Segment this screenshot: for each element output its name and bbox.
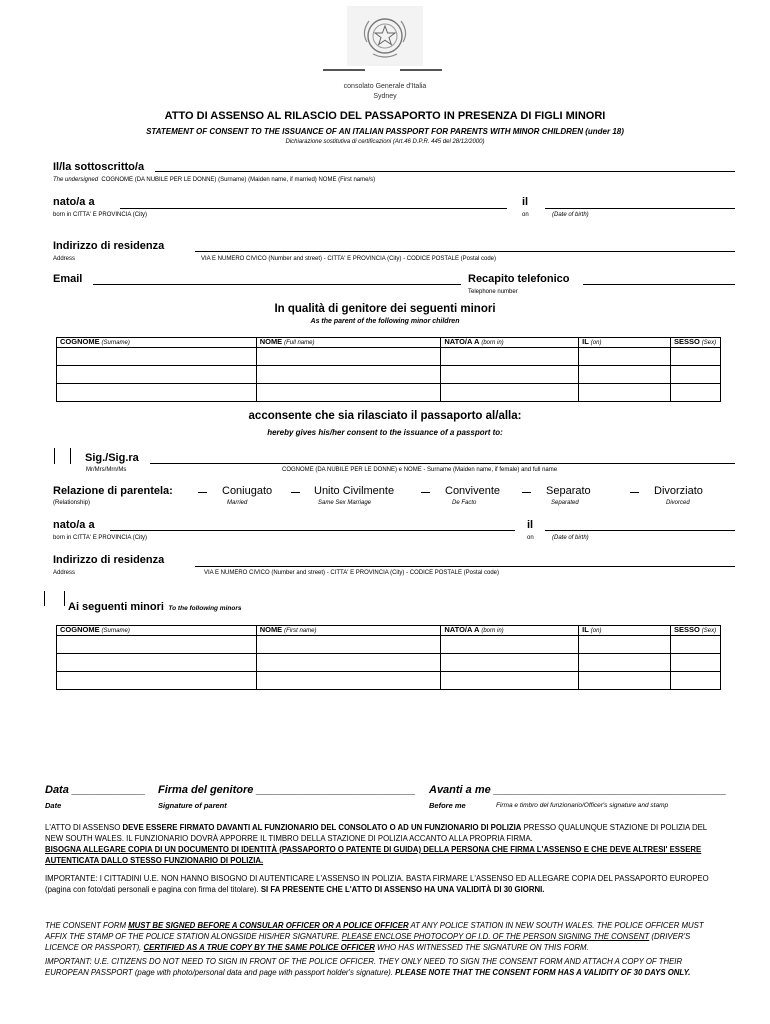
recipient-on-hint: on [527, 535, 534, 541]
col-surname-it: COGNOME [60, 337, 100, 346]
option-separato-en: Separated [551, 500, 579, 506]
note-emphasis: CERTIFIED AS A TRUE COPY BY THE SAME POLICE OFFICER [143, 943, 375, 952]
note-emphasis: SI FA PRESENTE CHE L'ATTO DI ASSENSO HA UNA VALIDITÀ DI 30 GIORNI. [260, 885, 545, 894]
col-on-it: IL [582, 337, 589, 346]
minors-subtitle: To the following minors [168, 605, 242, 612]
table-cell[interactable] [579, 654, 671, 672]
col-sex-en: (Sex) [701, 628, 717, 634]
table-row [57, 366, 721, 384]
minors-table [56, 625, 721, 690]
signature-date-en: Date [45, 801, 62, 810]
consent-subtitle: hereby gives his/her consent to the issuance of a passport to: [267, 428, 503, 437]
col-name [256, 338, 441, 348]
note-italian-2 [45, 873, 725, 895]
table-cell[interactable] [579, 636, 671, 654]
col-on [579, 626, 671, 636]
phone-label: Recapito telefonico [468, 273, 570, 285]
col-sex-it: SESSO [674, 625, 700, 634]
table-cell[interactable] [256, 636, 441, 654]
form-subtitle: STATEMENT OF CONSENT TO THE ISSUANCE OF AN ITALIAN PASSPORT FOR PARENTS WITH MINOR CHILDREN (under 18) [146, 127, 624, 136]
table-cell[interactable] [671, 672, 721, 690]
undersigned-field[interactable] [155, 171, 735, 172]
relation-hint: (Relationship) [53, 500, 91, 506]
minors-heading [68, 597, 241, 615]
option-convivente-en: De Facto [452, 500, 477, 506]
option-coniugato-en: Married [227, 500, 248, 506]
undersigned-hint-prefix: The undersigned [53, 177, 99, 183]
header-rule-right [400, 69, 442, 71]
col-surname-en: (Surname) [101, 628, 130, 634]
col-on-en: (on) [590, 340, 602, 346]
emblem-box [347, 6, 423, 66]
parent-dob-hint: (Date of birth) [552, 212, 589, 218]
children-section-title: In qualità di genitore dei seguenti minori [274, 303, 496, 315]
phone-hint: Telephone number [468, 289, 518, 295]
col-name-it: NOME [259, 625, 283, 634]
col-name [256, 626, 441, 636]
col-name-en: (Full name) [284, 340, 315, 346]
table-row [57, 384, 721, 402]
note-italian-1 [45, 822, 725, 866]
col-born-en: (born in) [481, 340, 504, 346]
recipient-dob-hint: (Date of birth) [552, 535, 589, 541]
col-sex [671, 338, 721, 348]
table-header-row [57, 338, 721, 348]
consulate-city: Sydney [373, 93, 397, 100]
table-row [57, 672, 721, 690]
note-text: IMPORTANT: U.E. CITIZENS DO NOT NEED TO SIGN IN FRONT OF THE POLICE OFFICER. THEY ONLY NEED TO SIGN THE CONSENT FORM AND ATTACH A COPY OF THEIR EUROPEAN PASSPORT (page with photo/personal data and page with passport holder's signature). [45, 957, 683, 977]
note-text: AT ANY POLICE STATION IN NEW SOUTH WALES. THE POLICE OFFICER MUST AFFIX THE STAMP OF THE POLICE STATION ALONGSIDE HIS/HER SIGNATURE. [45, 921, 704, 941]
undersigned-hint-text: COGNOME (DA NUBILE PER LE DONNE) (Surname) (Maiden name, if married) NOME (First name/s) [101, 177, 376, 183]
checkbox-unito-civilmente[interactable] [291, 492, 300, 493]
option-separato: Separato [546, 485, 591, 497]
col-surname [57, 626, 257, 636]
undersigned-hint [53, 177, 375, 183]
children-table [56, 337, 721, 402]
option-divorziato: Divorziato [654, 485, 703, 497]
table-cell[interactable] [579, 672, 671, 690]
note-text: (DRIVER'S LICENCE OR PASSPORT), [45, 932, 691, 952]
table-cell[interactable] [579, 384, 671, 402]
email-field[interactable] [93, 284, 461, 285]
form-title: ATTO DI ASSENSO AL RILASCIO DEL PASSAPORTO IN PRESENZA DI FIGLI MINORI [164, 110, 606, 122]
phone-field[interactable] [583, 284, 735, 285]
note-emphasis: PLEASE ENCLOSE PHOTOCOPY OF I.D. OF THE PERSON SIGNING THE CONSENT [341, 932, 650, 941]
parent-address-hint-en: Address [53, 256, 76, 262]
checkbox-convivente[interactable] [421, 492, 430, 493]
recipient-address-label: Indirizzo di residenza [53, 554, 165, 566]
children-section-subtitle: As the parent of the following minor children [310, 318, 460, 325]
option-divorziato-en: Divorced [666, 500, 690, 506]
recipient-dob-field[interactable] [545, 530, 735, 531]
table-cell[interactable] [256, 384, 441, 402]
col-surname-it: COGNOME [60, 625, 100, 634]
table-cell[interactable] [57, 366, 257, 384]
option-unito-civilmente: Unito Civilmente [314, 485, 395, 497]
parent-address-label: Indirizzo di residenza [53, 240, 165, 252]
note-english-2 [45, 956, 725, 978]
table-cell[interactable] [57, 654, 257, 672]
table-cell[interactable] [441, 384, 579, 402]
recipient-sig-label: Sig./Sig.ra [85, 452, 139, 464]
parent-address-field[interactable] [195, 251, 735, 252]
recipient-born-label: nato/a a [53, 519, 95, 531]
table-cell[interactable] [579, 348, 671, 366]
table-cell[interactable] [671, 366, 721, 384]
recipient-address-field[interactable] [195, 566, 735, 567]
table-cell[interactable] [256, 672, 441, 690]
signature-parent-en: Signature of parent [158, 801, 227, 810]
col-on [579, 338, 671, 348]
parent-on-hint: on [522, 212, 529, 218]
consent-title: acconsente che sia rilasciato il passaporto al/alla: [248, 410, 522, 422]
option-coniugato: Coniugato [222, 485, 273, 497]
parent-born-label: nato/a a [53, 196, 95, 208]
relation-label: Relazione di parentela: [53, 485, 173, 497]
signature-date-label: Data ____________ [45, 784, 146, 796]
recipient-sig-hint: COGNOME (DA NUBILE PER LE DONNE) e NOME - Surname (Maiden name, if female) and full name [282, 467, 558, 473]
table-cell[interactable] [256, 366, 441, 384]
checkbox-coniugato[interactable] [198, 492, 207, 493]
signature-before-label: Avanti a me ______________________________________ [429, 784, 727, 796]
table-cell[interactable] [579, 366, 671, 384]
table-cell[interactable] [441, 654, 579, 672]
col-sex-en: (Sex) [701, 340, 717, 346]
signature-before-en: Before me [429, 801, 466, 810]
undersigned-label: Il/la sottoscritto/a [53, 161, 145, 173]
col-name-it: NOME [259, 337, 283, 346]
recipient-born-hint: born in CITTA' E PROVINCIA (City) [53, 535, 148, 541]
recipient-born-field[interactable] [110, 530, 515, 531]
margin-marker [44, 591, 45, 606]
form-declaration: Dichiarazione sostitutiva di certificazioni (Art.46 D.P.R. 445 del 28/12/2000) [285, 139, 485, 145]
parent-address-hint: VIA E NUMERO CIVICO (Number and street) - CITTA' E PROVINCIA (City) - CODICE POSTALE (Postal code) [201, 256, 496, 262]
table-cell[interactable] [671, 654, 721, 672]
checkbox-divorziato[interactable] [630, 492, 639, 493]
header-rule-left [323, 69, 365, 71]
col-born-it: NATO/A A [444, 337, 480, 346]
note-text: THE CONSENT FORM [45, 921, 129, 930]
parent-born-field[interactable] [120, 208, 507, 209]
signature-parent-label: Firma del genitore __________________________ [158, 784, 416, 796]
consulate-name: consolato Generale d'Italia [343, 83, 427, 90]
email-label: Email [53, 273, 83, 285]
recipient-on-label: il [527, 519, 534, 531]
table-cell[interactable] [441, 348, 579, 366]
table-header-row [57, 626, 721, 636]
note-text: IMPORTANTE: I CITTADINI U.E. NON HANNO BISOGNO DI AUTENTICARE L'ASSENSO IN POLIZIA. BASTA FIRMARE L'ASSENSO ED ALLEGARE COPIA DEL PASSAPORTO EUROPEO (pagina con foto/dati personali e pagina con firma del titolare). [45, 874, 709, 894]
col-name-en: (First name) [284, 628, 317, 634]
italian-emblem-icon [347, 6, 423, 66]
note-emphasis: PLEASE NOTE THAT THE CONSENT FORM HAS A VALIDITY OF 30 DAYS ONLY. [395, 968, 691, 977]
note-text: WHO HAS WITNESSED THE SIGNATURE ON THIS FORM. [374, 943, 589, 952]
note-text: L'ATTO DI ASSENSO [45, 823, 123, 832]
minors-title: Ai seguenti minori [68, 601, 164, 613]
recipient-address-hint-en: Address [53, 570, 76, 576]
table-cell[interactable] [671, 348, 721, 366]
col-born [441, 338, 579, 348]
table-cell[interactable] [671, 384, 721, 402]
recipient-name-field[interactable] [150, 463, 735, 464]
table-cell[interactable] [441, 672, 579, 690]
parent-born-hint: born in CITTA' E PROVINCIA (City) [53, 212, 148, 218]
recipient-sig-hint-en: Mr/Mrs/Mrn/Ms [86, 467, 127, 473]
note-emphasis: MUST BE SIGNED BEFORE A CONSULAR OFFICER OR A POLICE OFFICER [128, 921, 409, 930]
parent-on-label: il [522, 196, 529, 208]
table-row [57, 654, 721, 672]
note-english-1 [45, 920, 725, 953]
table-cell[interactable] [57, 636, 257, 654]
option-convivente: Convivente [445, 485, 501, 497]
table-row [57, 636, 721, 654]
col-on-en: (on) [590, 628, 602, 634]
table-cell[interactable] [57, 384, 257, 402]
col-surname-en: (Surname) [101, 340, 130, 346]
col-born [441, 626, 579, 636]
table-cell[interactable] [57, 672, 257, 690]
table-cell[interactable] [256, 654, 441, 672]
col-on-it: IL [582, 625, 589, 634]
margin-marker [54, 448, 55, 464]
table-cell[interactable] [441, 636, 579, 654]
note-emphasis: DEVE ESSERE FIRMATO DAVANTI AL FUNZIONARIO DEL CONSOLATO O AD UN FUNZIONARIO DI POLIZIA [122, 823, 522, 832]
col-sex [671, 626, 721, 636]
note-emphasis: BISOGNA ALLEGARE COPIA DI UN DOCUMENTO DI IDENTITÀ (PASSAPORTO O PATENTE DI GUIDA) DELLA PERSONA CHE FIRMA L'ASSENSO E CHE DEVE ALTRESI' ESSERE AUTENTICATA DALLO STESSO FUNZIONARIO DI POLIZIA. [45, 845, 702, 865]
table-cell[interactable] [256, 348, 441, 366]
signature-officer-en: Firma e timbro del funzionario/Officer's signature and stamp [496, 802, 669, 809]
table-cell[interactable] [57, 348, 257, 366]
col-sex-it: SESSO [674, 337, 700, 346]
parent-dob-field[interactable] [545, 208, 735, 209]
checkbox-separato[interactable] [522, 492, 531, 493]
option-unito-civilmente-en: Same Sex Marriage [318, 500, 372, 506]
margin-marker [64, 591, 65, 606]
col-born-it: NATO/A A [444, 625, 480, 634]
col-born-en: (born in) [481, 628, 504, 634]
note-text: PRESSO QUALUNQUE STAZIONE DI POLIZIA DEL NEW SOUTH WALES. IL FUNZIONARIO DOVRÀ APPORRE IL TIMBRO DELLA STAZIONE DI POLIZIA ACCANTO ALLA PROPRIA FIRMA. [45, 823, 707, 843]
table-row [57, 348, 721, 366]
recipient-address-hint: VIA E NUMERO CIVICO (Number and street) - CITTA' E PROVINCIA (City) - CODICE POSTALE (Postal code) [204, 570, 499, 576]
margin-marker [70, 448, 71, 464]
col-surname [57, 338, 257, 348]
table-cell[interactable] [671, 636, 721, 654]
table-cell[interactable] [441, 366, 579, 384]
